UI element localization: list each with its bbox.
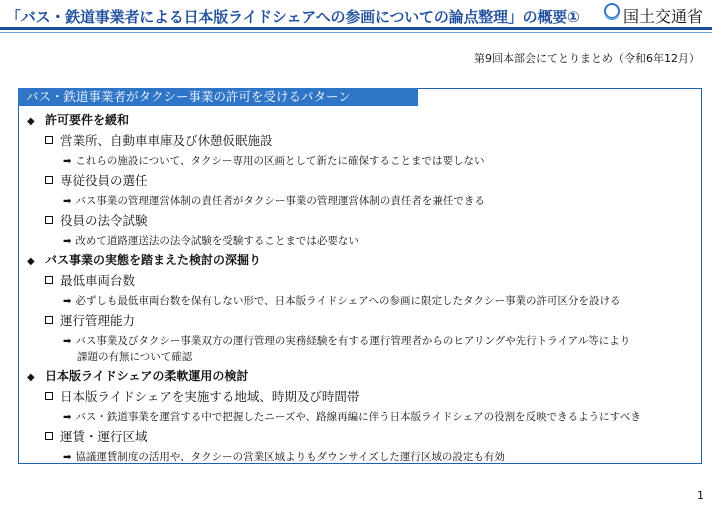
arrow-right-icon: ➡ [63, 196, 72, 207]
note: ➡ これらの施設について、タクシー専用の区画として新たに確保することまでは要しない [63, 155, 485, 167]
list-item: 運賃・運行区域 [45, 427, 148, 445]
arrow-right-icon: ➡ [63, 412, 72, 423]
page-title: 「バス・鉄道事業者による日本版ライドシェアへの参画についての論点整理」の概要① [6, 8, 580, 26]
square-bullet-icon [45, 136, 53, 144]
note: ➡ バス・鉄道事業を運営する中で把握したニーズや、路線再編に伴う日本版ライドシェアの役割を反映できるようにすべき [63, 411, 641, 423]
meeting-note: 第9回本部会にてとりまとめ（令和6年12月） [474, 52, 700, 65]
square-bullet-icon [45, 276, 53, 284]
diamond-bullet-icon: ◆ [27, 116, 35, 127]
square-bullet-icon [45, 216, 53, 224]
note: ➡ 改めて道路運送法の法令試験を受験することまでは必要ない [63, 235, 359, 247]
note-continuation: 課題の有無について確認 [77, 351, 193, 363]
list-item: 役員の法令試験 [45, 211, 148, 229]
section-heading: ◆ 許可要件を緩和 [27, 113, 130, 127]
section-heading: ◆ 日本版ライドシェアの柔軟運用の検討 [27, 369, 249, 383]
organization-name: 国土交通省 [623, 7, 704, 26]
arrow-right-icon: ➡ [63, 296, 72, 307]
page-number: 1 [697, 489, 704, 502]
box-header: バス・鉄道事業者がタクシー事業の許可を受けるパターン [18, 88, 418, 106]
square-bullet-icon [45, 316, 53, 324]
header-rule-thin [0, 32, 712, 33]
list-item: 運行管理能力 [45, 311, 135, 329]
note: ➡ 協議運賃制度の活用や、タクシーの営業区域よりもダウンサイズした運行区域の設定も有効 [63, 451, 505, 463]
list-item: 営業所、自動車車庫及び休憩仮眠施設 [45, 131, 273, 149]
diamond-bullet-icon: ◆ [27, 256, 35, 267]
diamond-bullet-icon: ◆ [27, 372, 35, 383]
square-bullet-icon [45, 392, 53, 400]
arrow-right-icon: ➡ [63, 156, 72, 167]
list-item: 最低車両台数 [45, 271, 135, 289]
summary-box [18, 88, 702, 464]
section-heading: ◆ バス事業の実態を踏まえた検討の深掘り [27, 253, 262, 267]
note: ➡ バス事業及びタクシー事業双方の運行管理の実務経験を有する運行管理者からのヒアリングや先行トライアル等により [63, 335, 631, 347]
square-bullet-icon [45, 432, 53, 440]
arrow-right-icon: ➡ [63, 336, 72, 347]
arrow-right-icon: ➡ [63, 452, 72, 463]
ministry-logo-icon [603, 2, 621, 22]
note: ➡ 必ずしも最低車両台数を保有しない形で、日本版ライドシェアへの参画に限定したタクシー事業の許可区分を設ける [63, 295, 621, 307]
square-bullet-icon [45, 176, 53, 184]
list-item: 日本版ライドシェアを実施する地域、時期及び時間帯 [45, 387, 359, 405]
note: ➡ バス事業の管理運営体制の責任者がタクシー事業の管理運営体制の責任者を兼任できる [63, 195, 485, 207]
list-item: 専従役員の選任 [45, 171, 148, 189]
arrow-right-icon: ➡ [63, 236, 72, 247]
header-rule [0, 27, 712, 30]
